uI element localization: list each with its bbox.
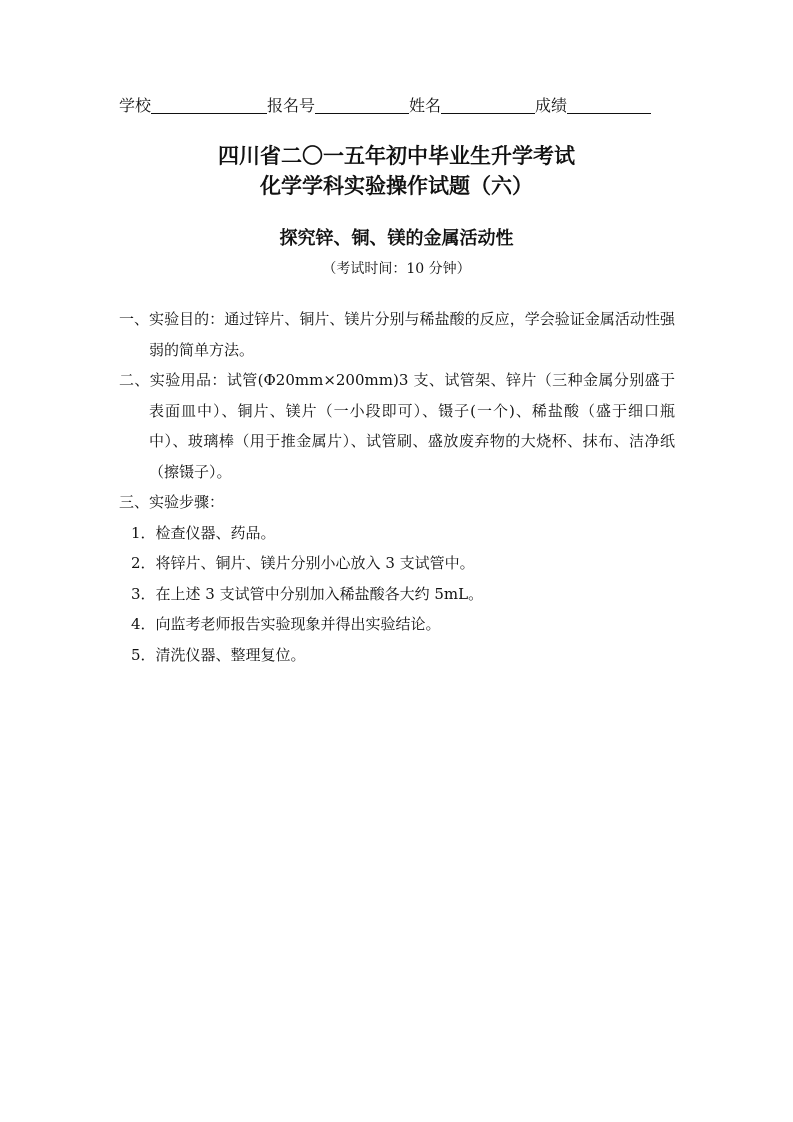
- exam-title-line1: 四川省二〇一五年初中毕业生升学考试: [218, 144, 575, 168]
- step-item: 1．检查仪器、药品。: [131, 523, 276, 542]
- candidate-info-line: [119, 95, 679, 117]
- step-item: 2．将锌片、铜片、镁片分别小心放入 3 支试管中。: [131, 554, 475, 572]
- experiment-body: [119, 304, 675, 670]
- section-materials: 二、实验用品：试管(Φ20mm×200mm)3 支、试管架、锌片（三种金属分别盛于表面皿中）、铜片、镁片（一小段即可）、镊子(一个)、稀盐酸（盛于细口瓶中）、玻璃棒（用于推金属片）、试管刷、盛放废弃物的大烧杯、抹布、洁净纸（擦镊子）。: [119, 371, 675, 481]
- exam-number-blank: [315, 96, 409, 114]
- school-blank: [151, 96, 267, 114]
- name-label: 姓名: [409, 96, 442, 115]
- step-item: 3．在上述 3 支试管中分别加入稀盐酸各大约 5mL。: [131, 584, 484, 603]
- exam-title-line2: 化学学科实验操作试题（六）: [260, 174, 533, 198]
- step-item: 5．清洗仪器、整理复位。: [131, 645, 306, 664]
- step-item: 4．向监考老师报告实验现象并得出实验结论。: [131, 615, 441, 633]
- section-purpose: 一、实验目的：通过锌片、铜片、镁片分别与稀盐酸的反应，学会验证金属活动性强弱的简单方法。: [119, 310, 675, 359]
- school-label: 学校: [119, 96, 152, 115]
- experiment-title: 探究锌、铜、镁的金属活动性: [279, 228, 514, 249]
- score-label: 成绩: [535, 96, 568, 115]
- exam-number-label: 报名号: [267, 96, 316, 115]
- section-steps-heading: 三、实验步骤：: [119, 493, 225, 511]
- exam-time-note: （考试时间：10 分钟）: [322, 261, 471, 277]
- score-blank: [567, 96, 651, 114]
- name-blank: [441, 96, 535, 114]
